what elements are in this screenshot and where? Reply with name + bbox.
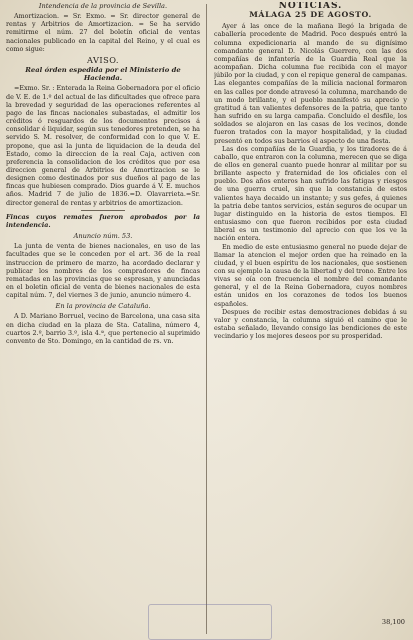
- right-column: [214, 2, 407, 638]
- cataluna-heading: En la provincia de Cataluña.: [55, 302, 151, 311]
- fincas-note: Fincas cuyos remates fueron aprobados por la intendencia.: [6, 212, 200, 229]
- real-orden-paragraph: =Exmo. Sr. : Enterada la Reina Gobernadora por el oficio de V. E. de 1.º del actual de las dificultades que ofrece para la brevedad y seguridad de las operaciones referentes al pago de las fincas nacionales subastadas, el admitir los créditos ó resguardos de los documentos precisos á consolidar é liquidar, según sus tenedores pretenden, se ha servido S. M. resolver, de conformidad con lo que V. E. propone, que asi la junta de liquidacion de la deuda del Estado, como la direccion de la real Caja, activen con preferencia la consolidacion de los créditos que por esa direccion general de Arbitrios de Amortizacion se le designen como destinados por sus dueños al pago de las fincas que hubiesen comprado. Dios guarde á V. E. muchos años. Madrid 7 de julio de 1836.=D. Olavarrieta.=Sr. director general de rentas y arbitrios de amortizacion.: [6, 84, 200, 207]
- library-stamp: [148, 604, 272, 640]
- aviso-title: AVISO.: [86, 54, 120, 65]
- aviso-subtitle: Real órden espedida por el Ministerio de Hacienda.: [25, 66, 181, 83]
- price-value: 38,100: [381, 618, 405, 626]
- left-column: [6, 2, 200, 638]
- divider-1: [81, 210, 125, 211]
- news-paragraph-3: En medio de este entusiasmo general no puede dejar de llamar la atencion el mejor orden que ha reinado en la ciudad, y el buen espíritu de los nacionales, que sostienen con su ejemplo la causa de la libertad y del trono. Entre los vivas se oía con frecuencia el nombre del comandante general, y el de la Reina Gobernadora, cuyos nombres están unidos en los corazones de todos los buenos españoles.: [214, 242, 407, 308]
- malaga-dateline: MÁLAGA 25 DE AGOSTO.: [249, 10, 372, 20]
- junta-paragraph: La junta de venta de bienes nacionales, en uso de las facultades que se le conceden por el art. 36 de la real instruccion de primero de marzo, ha acordado declarar y publicar los nombres de los compradores de fincas rematadas en las provincias que se espresan, y anunciadas en el boletin oficial de venta de bienes nacionales de esta capital núm. 7, del viernes 3 de junio, anuncio número 4.: [6, 242, 200, 300]
- news-paragraph-1: Ayer á las once de la mañana llegó la brigada de caballería procedente de Madrid. Poco después entró la columna expedicionaria al mando de su dignísimo comandante general D. Nicolás Guerrero, con las dos compañías de infantería de la Guardia Real que la acompañan. Dicha columna fue recibida con el mayor júbilo por la ciudad, y con el repique general de campanas. Las elegantes compañías de la milicia nacional formaron en las calles por donde atravesó la columna, marchando de un modo brillante, y el pueblo manifestó su aprecio y gratitud á tan valientes defensores de la patria, que tanto han sufrido en su larga campaña. Concluido el desfile, los soldados se alojaron en las casas de los vecinos, donde fueron tratados con la mayor hospitalidad, y la ciudad presentó en todos sus barrios el aspecto de una fiesta.: [214, 22, 407, 145]
- news-paragraph-4: Despues de recibir estas demostraciones debidas á su valor y constancia, la columna siguió el camino que le estaba señalado, llevando consigo las bendiciones de este vecindario y los mejores deseos por su prosperidad.: [214, 307, 407, 341]
- intendencia-header: Intendencia de la provincia de Sevilla.: [38, 2, 168, 10]
- column-divider: [206, 4, 207, 634]
- noticias-title: NOTICIAS.: [278, 2, 343, 11]
- anuncio-heading: Anuncio núm. 53.: [73, 232, 133, 241]
- news-paragraph-2: Las dos compañías de la Guardia, y los tiradores de á caballo, que entraron con la columna, merecen que se diga de ellos en general cuanto puede honrar al militar por su brillante aspecto y fraternidad de los oficiales con el pueblo. Dos años enteros han sufrido las fatigas y riesgos de una guerra cruel, sin que la constancia de estos valientes haya decaido un instante; y sus gefes, á quienes la patria debe tantos servicios, están seguros de ocupar un lugar distinguido en la historia de estos tiempos. El entusiasmo con que fueron recibidos por esta ciudad liberal es un testimonio del aprecio con que los ve la nación entera.: [214, 144, 407, 243]
- amortizacion-paragraph: Amortizacion. = Sr. Exmo. = Sr. director general de rentas y Arbitrios de Amortizacion. = Se ha servido remitirme el núm. 27 del boletín oficial de ventas nacionales publicado en la capital del Reino, y el cual es como sigue:: [6, 12, 200, 53]
- borruel-paragraph: A D. Mariano Borruel, vecino de Barcelona, una casa sita en dicha ciudad en la plaza de Sta. Catalina, número 4, cuartos 2.º, barrio 3.º, isla 4.ª, que pertenecio al suprimido convento de Sto. Domingo, en la cantidad de rs. vn.: [6, 312, 200, 345]
